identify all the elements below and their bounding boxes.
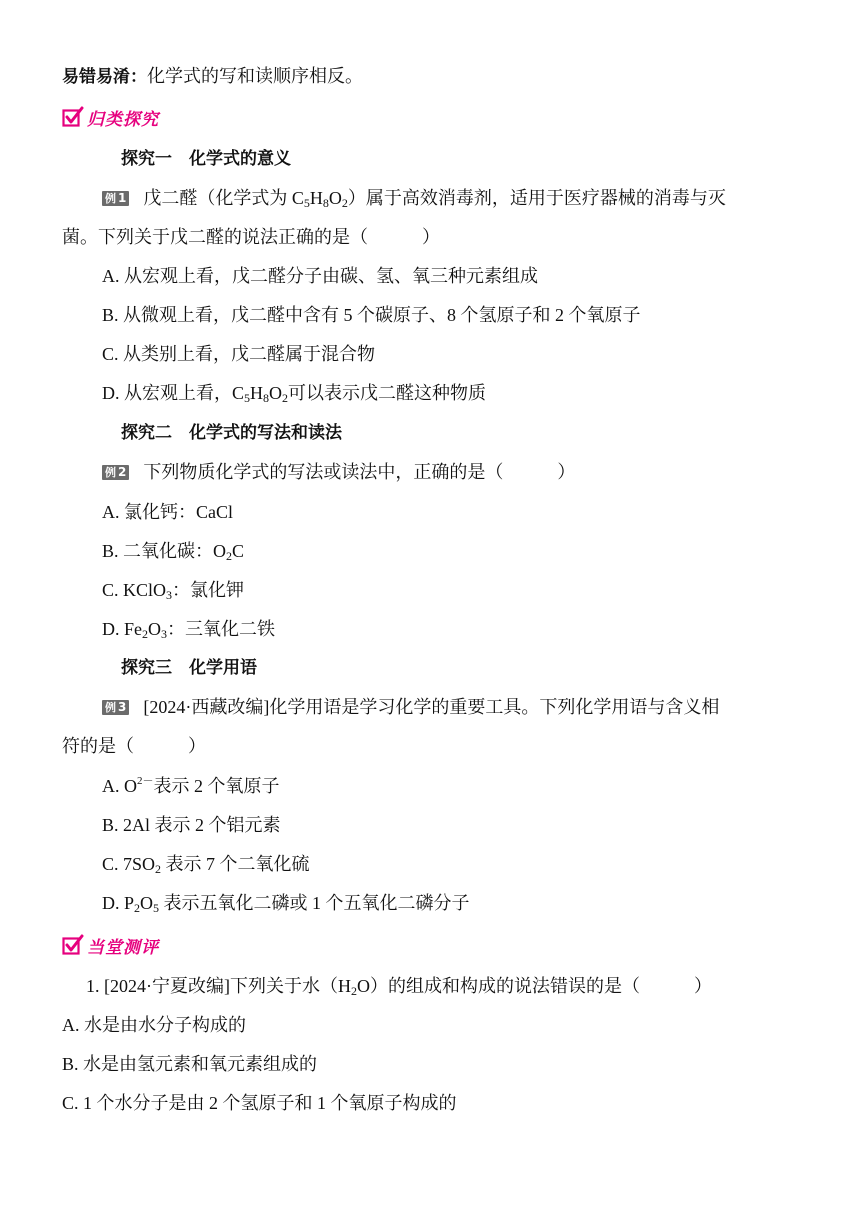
example-3-option-c: C. $7SO_2$ 表示 7 个二氧化硫 [102, 854, 310, 876]
example-2-badge: 例 2 [102, 465, 129, 480]
example-2-option-b: B. 二氧化碳：$O_2C$ [102, 541, 245, 563]
example-3-question-cont: 符的是（ ） [62, 736, 206, 756]
section-header-explore [62, 104, 159, 130]
topic-heading-2: 探究二 化学式的写法和读法 [121, 423, 342, 443]
example-1-badge: 例 1 [102, 191, 129, 206]
section-title-test: 当堂测评 [87, 937, 159, 958]
test-question-1: 1. [2024·宁夏改编]下列关于水$(H_2O)$的组成和构成的说法错误的是（ ） [86, 976, 712, 998]
example-1-option-b: B. 从微观上看，戊二醛中含有 5 个碳原子、8 个氢原子和 2 个氧原子 [102, 305, 641, 325]
example-1-option-c: C. 从类别上看，戊二醛属于混合物 [102, 344, 376, 364]
example-3-badge: 例 3 [102, 700, 129, 715]
topic-heading-3: 探究三 化学用语 [121, 658, 257, 678]
note-line [62, 64, 363, 89]
example-3-question: 例 3 [2024·西藏改编]化学用语是学习化学的重要工具。下列化学用语与含义相 [102, 695, 719, 719]
example-1-question-cont: 菌。下列关于戊二醛的说法正确的是（ ） [62, 227, 440, 247]
checkmark-box-icon [62, 106, 84, 128]
example-2-option-c: C. KClO$_3$：氯化钾 [102, 580, 245, 602]
example-1-option-a: A. 从宏观上看，戊二醛分子由碳、氢、氧三种元素组成 [102, 266, 538, 286]
example-1-question: 例 1 戊二醛（化学式为 $C_5H_8O_2$）属于高效消毒剂，适用于医疗器械的消毒与灭 [102, 186, 726, 210]
example-3-option-d: D. $P_2O_5$ 表示五氧化二磷或 1 个五氧化二磷分子 [102, 893, 470, 915]
example-3-option-a: A. $O^{2-}$表示 2 个氧原子 [102, 775, 280, 796]
note-text: 化学式的写和读顺序相反。 [147, 66, 363, 87]
topic-heading-1: 探究一 化学式的意义 [121, 149, 291, 169]
note-label: 易错易淆： [62, 67, 147, 87]
example-2-option-a: A. 氯化钙：CaCl [102, 502, 234, 522]
checkmark-box-icon [62, 934, 84, 956]
test-1-option-a: A. 水是由水分子构成的 [62, 1015, 246, 1035]
example-1-option-d: D. 从宏观上看，$C_5H_8O_2$可以表示戊二醛这种物质 [102, 383, 487, 405]
section-title-explore: 归类探究 [87, 109, 159, 130]
example-2-question: 例 2 下列物质化学式的写法或读法中，正确的是（ ） [102, 460, 575, 484]
example-3-option-b: B. 2Al 表示 2 个铝元素 [102, 815, 281, 835]
test-1-option-b: B. 水是由氢元素和氧元素组成的 [62, 1054, 318, 1074]
test-1-option-c: C. 1 个水分子是由 2 个氢原子和 1 个氧原子构成的 [62, 1093, 457, 1113]
section-header-test [62, 932, 159, 958]
example-2-option-d: D. $Fe_2O_3$：三氧化二铁 [102, 619, 275, 641]
